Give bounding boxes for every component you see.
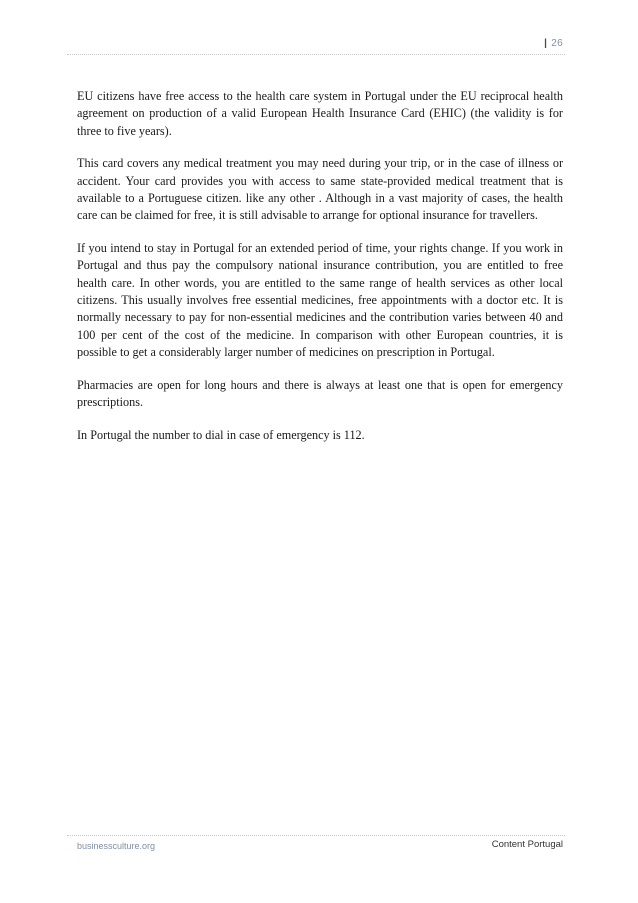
- page-number-value: 26: [551, 38, 563, 49]
- page-number-bar: |: [544, 38, 548, 49]
- document-body: [77, 88, 563, 459]
- paragraph-pharmacies: Pharmacies are open for long hours and there is always at least one that is open for emergency prescriptions.: [77, 377, 563, 410]
- footer-section-title: Content Portugal: [491, 839, 563, 850]
- paragraph-ehic: EU citizens have free access to the health care system in Portugal under the EU reciprocal health agreement on production of a valid European Health Insurance Card (EHIC) (the validity is for three to five years).: [77, 89, 563, 138]
- header-divider: [67, 54, 565, 55]
- page-number: [544, 38, 563, 49]
- paragraph-emergency-number: In Portugal the number to dial in case of emergency is 112.: [77, 427, 365, 442]
- paragraph-extended-stay: If you intend to stay in Portugal for an extended period of time, your rights change. If you work in Portugal and thus pay the compulsory national insurance contribution, you are entitled to free health care. In other words, you are entitled to the same range of health services as other local citizens. This usually involves free essential medicines, free appointments with a doctor etc. It is normally necessary to pay for non-essential medicines and the contribution varies between 40 and 100 per cent of the cost of the medicine. In comparison with other European countries, it is possible to get a considerably larger number of medicines on prescription in Portugal.: [77, 240, 563, 360]
- paragraph-card-coverage: This card covers any medical treatment you may need during your trip, or in the case of illness or accident. Your card provides you with access to same state-provided medical treatment that is available to a Portuguese citizen. like any other . Although in a vast majority of cases, the health care can be claimed for free, it is still advisable to arrange for optional insurance for travellers.: [77, 156, 563, 223]
- footer-website: businessculture.org: [77, 841, 156, 851]
- footer-divider: [67, 835, 565, 836]
